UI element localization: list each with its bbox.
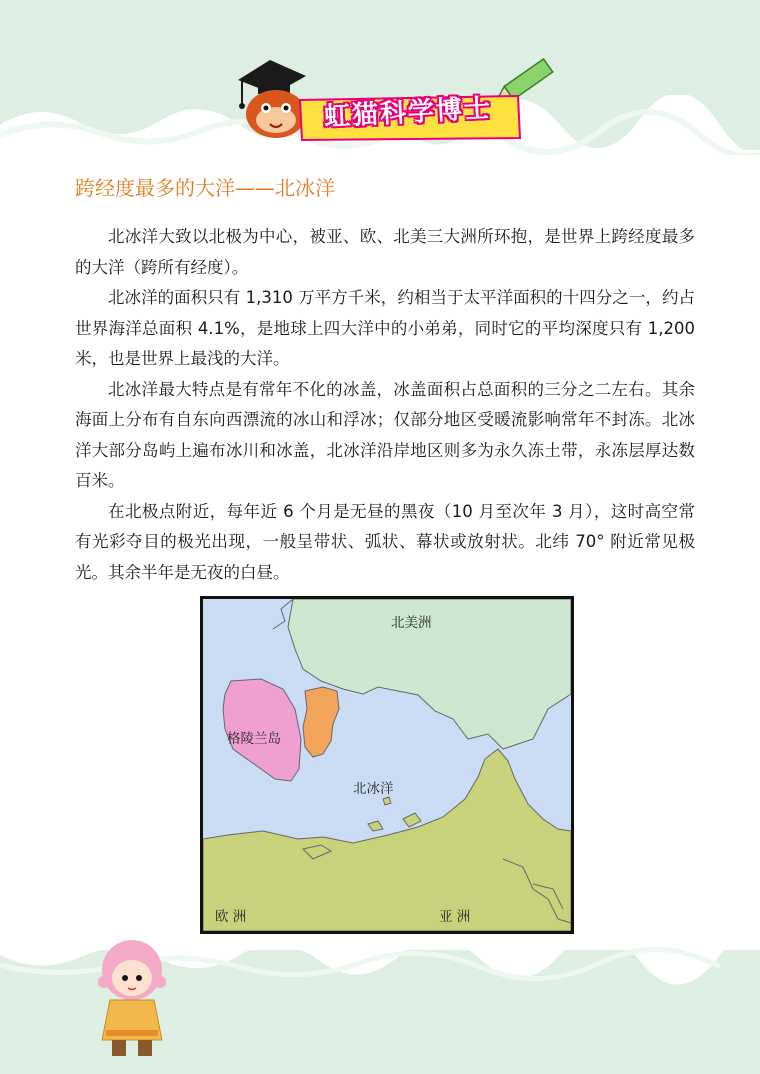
label-north-america: 北美洲 (391, 615, 432, 631)
logo-text: 虹猫科学博士 (323, 93, 493, 133)
paragraph: 北冰洋的面积只有 1,310 万平方千米，约相当于太平洋面积的十四分之一，约占世界海洋总面积 4.1%，是地球上四大洋中的小弟弟，同时它的平均深度只有 1,200 米，也是世界上最浅的大洋。 (75, 288, 695, 368)
arctic-map (200, 596, 574, 934)
label-asia: 亚 洲 (439, 909, 471, 925)
label-europe: 欧 洲 (215, 909, 247, 925)
label-greenland: 格陵兰岛 (227, 731, 281, 747)
section-title: 跨经度最多的大洋——北冰洋 (75, 176, 335, 200)
arctic-map-graphic (203, 599, 571, 931)
label-arctic-ocean: 北冰洋 (353, 781, 394, 797)
article-body (75, 222, 695, 588)
paragraph: 北冰洋最大特点是有常年不化的冰盖，冰盖面积占总面积的三分之二左右。其余海面上分布有自东向西漂流的冰山和浮冰；仅部分地区受暖流影响常年不封冻。北冰洋大部分岛屿上遍布冰川和冰盖，北冰洋沿岸地区则多为永久冻土带，永冻层厚达数百米。 (75, 379, 695, 490)
paragraph: 在北极点附近，每年近 6 个月是无昼的黑夜（10 月至次年 3 月），这时高空常有光彩夺目的极光出现，一般呈带状、弧状、幕状或放射状。北纬 70° 附近常见极光。其余半年是无夜的白昼。 (75, 501, 695, 582)
girl-mascot-icon (92, 930, 172, 1060)
paragraph: 北冰洋大致以北极为中心，被亚、欧、北美三大洲所环抱，是世界上跨经度最多的大洋（跨所有经度）。 (75, 227, 695, 277)
